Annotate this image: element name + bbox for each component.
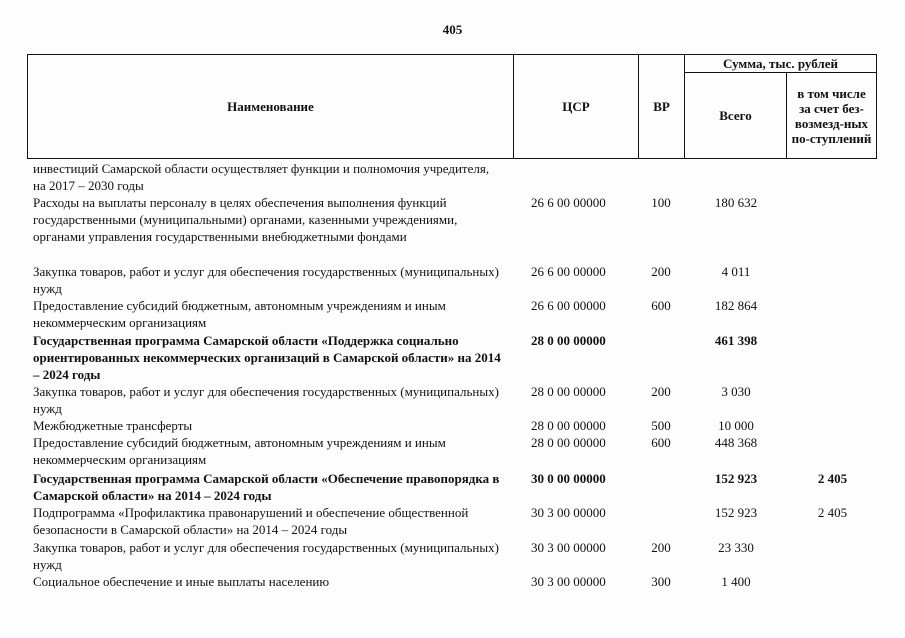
row-csr: 28 0 00 00000 [531,333,606,348]
row-name: Закупка товаров, работ и услуг для обеспечения государственных (муниципальных) нужд [33,540,499,572]
row-csr: 26 6 00 00000 [531,264,606,279]
row-vr: 600 [651,298,671,313]
row-vr: 500 [651,418,671,433]
header-sum-group: Сумма, тыс. рублей [723,56,838,71]
row-total: 23 330 [718,540,754,555]
row-vr: 300 [651,574,671,589]
header-vr: ВР [653,99,670,114]
row-csr: 30 3 00 00000 [531,540,606,555]
row-vr: 600 [651,435,671,450]
row-total: 10 000 [718,418,754,433]
row-total: 152 923 [714,505,758,520]
header-free: в том числе за счет без-возмезд-ных по-ступлений [791,85,872,146]
row-total: 180 632 [714,195,758,210]
row-name: Предоставление субсидий бюджетным, автономным учреждениям и иным некоммерческим организациям [33,298,446,330]
header-total: Всего [719,108,752,123]
row-csr: 28 0 00 00000 [531,384,606,399]
row-total: 182 864 [714,298,758,313]
row-total: 461 398 [714,333,758,348]
page-number: 405 [442,22,463,37]
header-name: Наименование [227,99,314,114]
row-name: Закупка товаров, работ и услуг для обеспечения государственных (муниципальных) нужд [33,384,499,416]
row-free: 2 405 [817,471,848,486]
header-csr: ЦСР [562,99,590,114]
row-total: 1 400 [721,574,751,589]
row-name: инвестиций Самарской области осуществляет функции и полномочия учредителя, на 2017 – 2030 годы [33,161,490,193]
row-csr: 30 3 00 00000 [531,505,606,520]
row-name: Подпрограмма «Профилактика правонарушений и обеспечение общественной безопасности в Самарской области» на 2014 – 2024 годы [33,505,469,537]
row-total: 152 923 [714,471,758,486]
row-vr: 200 [651,540,671,555]
row-name: Расходы на выплаты персоналу в целях обеспечения выполнения функций государственными (муниципальными) органами, казенными учреждениями, органами управления государственными внебюджетными фондами [33,195,458,244]
row-csr: 26 6 00 00000 [531,298,606,313]
table-header [27,54,877,159]
row-vr: 200 [651,264,671,279]
row-name: Предоставление субсидий бюджетным, автономным учреждениям и иным некоммерческим организациям [33,435,446,467]
row-name: Закупка товаров, работ и услуг для обеспечения государственных (муниципальных) нужд [33,264,499,296]
row-name: Государственная программа Самарской области «Поддержка социально ориентированных некоммерческих организаций в Самарской области» на 2014 – 2024 годы [33,333,501,382]
row-total: 448 368 [714,435,758,450]
row-csr: 26 6 00 00000 [531,195,606,210]
row-csr: 30 3 00 00000 [531,574,606,589]
row-csr: 28 0 00 00000 [531,435,606,450]
row-name: Социальное обеспечение и иные выплаты населению [33,574,330,589]
row-total: 4 011 [721,264,751,279]
row-free: 2 405 [817,505,848,520]
row-vr: 200 [651,384,671,399]
row-total: 3 030 [721,384,751,399]
row-csr: 28 0 00 00000 [531,418,606,433]
row-vr: 100 [651,195,671,210]
row-csr: 30 0 00 00000 [531,471,606,486]
row-name: Межбюджетные трансферты [33,418,193,433]
row-name: Государственная программа Самарской области «Обеспечение правопорядка в Самарской области» на 2014 – 2024 годы [33,471,500,503]
